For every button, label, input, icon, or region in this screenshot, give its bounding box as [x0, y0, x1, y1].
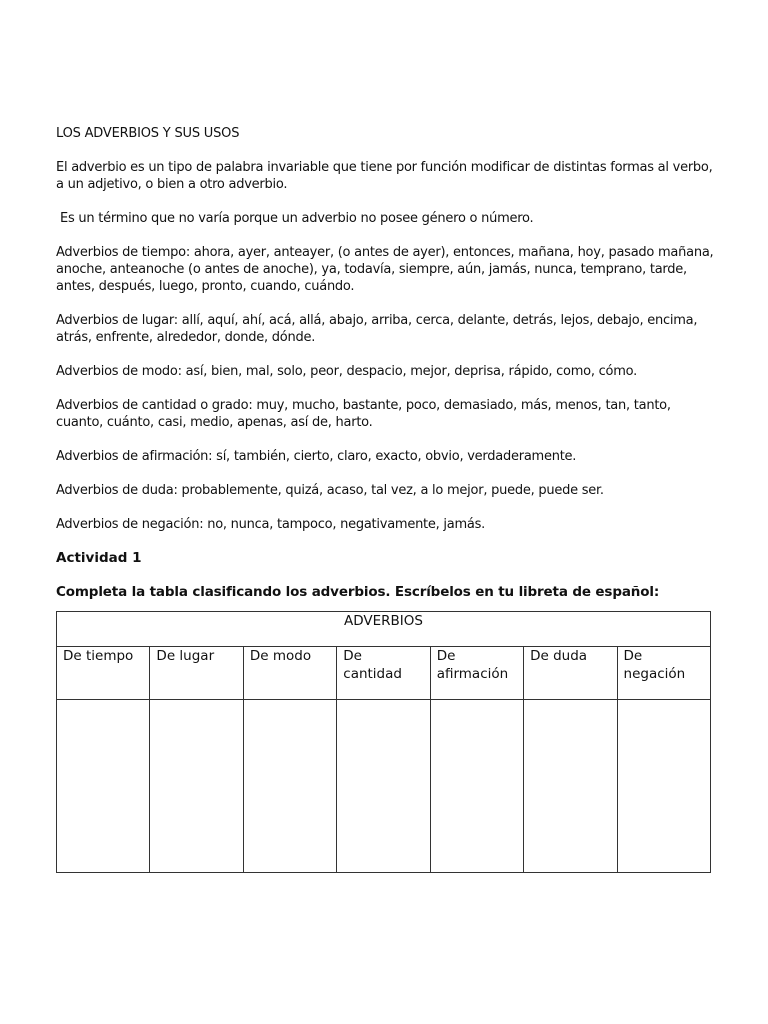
column-heading-modo: De modo [243, 647, 336, 700]
cantidad-paragraph: Adverbios de cantidad o grado: muy, mucho, bastante, poco, demasiado, más, menos, tan, tanto, cuanto, cuánto, casi, medio, apenas, así de, harto. [56, 398, 671, 430]
activity-heading: Actividad 1 [56, 550, 142, 566]
table-header: ADVERBIOS [57, 612, 711, 647]
column-heading-tiempo: De tiempo [57, 647, 150, 700]
adverbs-table [56, 611, 711, 873]
blank-cell-negacion [617, 700, 710, 873]
blank-cell-tiempo [57, 700, 150, 873]
blank-cell-afirmacion [430, 700, 523, 873]
activity-instruction: Completa la tabla clasificando los adverbios. Escríbelos en tu libreta de español: [56, 584, 660, 600]
blank-cell-lugar [150, 700, 243, 873]
duda-paragraph: Adverbios de duda: probablemente, quizá, acaso, tal vez, a lo mejor, puede, puede ser. [56, 483, 604, 498]
invariable-paragraph: Es un término que no varía porque un adverbio no posee género o número. [60, 211, 534, 226]
afirmacion-paragraph: Adverbios de afirmación: sí, también, cierto, claro, exacto, obvio, verdaderamente. [56, 449, 577, 464]
column-heading-afirmacion: De afirmación [430, 647, 523, 700]
column-heading-duda: De duda [524, 647, 617, 700]
blank-answer-row [57, 700, 711, 873]
blank-cell-cantidad [337, 700, 430, 873]
column-heading-lugar: De lugar [150, 647, 243, 700]
tiempo-paragraph: Adverbios de tiempo: ahora, ayer, anteayer, (o antes de ayer), entonces, mañana, hoy, pasado mañana, anoche, anteanoche (o antes de anoche), ya, todavía, siempre, aún, jamás, nunca, temprano, tarde, antes, después, luego, pronto, cuando, cuándo. [56, 245, 714, 294]
negacion-paragraph: Adverbios de negación: no, nunca, tampoco, negativamente, jamás. [56, 517, 486, 532]
column-heading-negacion: De negación [617, 647, 710, 700]
document-page [56, 125, 716, 873]
lugar-paragraph: Adverbios de lugar: allí, aquí, ahí, acá, allá, abajo, arriba, cerca, delante, detrás, lejos, debajo, encima, atrás, enfrente, alrededor, donde, dónde. [56, 313, 698, 345]
blank-cell-modo [243, 700, 336, 873]
column-heading-cantidad: De cantidad [337, 647, 430, 700]
document-title: LOS ADVERBIOS Y SUS USOS [56, 126, 240, 141]
column-headings-row [57, 647, 711, 700]
table-header-row [57, 612, 711, 647]
definition-paragraph: El adverbio es un tipo de palabra invariable que tiene por función modificar de distintas formas al verbo, a un adjetivo, o bien a otro adverbio. [56, 160, 713, 192]
blank-cell-duda [524, 700, 617, 873]
modo-paragraph: Adverbios de modo: así, bien, mal, solo, peor, despacio, mejor, deprisa, rápido, como, cómo. [56, 364, 638, 379]
